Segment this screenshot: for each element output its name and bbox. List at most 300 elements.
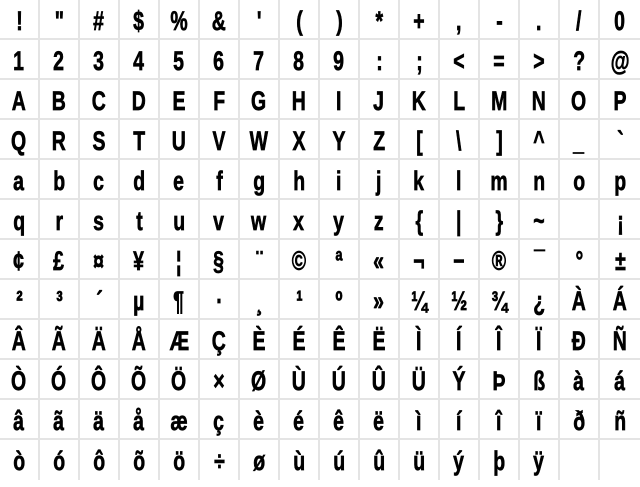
glyph: X <box>292 126 306 156</box>
glyph: } <box>495 206 503 236</box>
empty-cell[interactable] <box>560 440 600 480</box>
glyph-cell[interactable] <box>120 280 160 320</box>
glyph: I <box>336 86 342 116</box>
glyph-cell[interactable] <box>440 240 480 280</box>
glyph-cell[interactable] <box>560 360 600 400</box>
glyph: ÷ <box>213 446 225 476</box>
glyph-cell[interactable] <box>480 40 520 80</box>
glyph-cell[interactable] <box>240 360 280 400</box>
glyph-cell[interactable] <box>440 200 480 240</box>
glyph: â <box>13 406 25 436</box>
glyph-cell[interactable] <box>600 240 640 280</box>
glyph: 8 <box>293 46 305 76</box>
glyph-cell[interactable] <box>80 160 120 200</box>
glyph-cell[interactable] <box>320 160 360 200</box>
glyph: « <box>373 246 385 276</box>
glyph: i <box>336 166 342 196</box>
glyph: Î <box>496 326 502 356</box>
glyph-cell[interactable] <box>40 40 80 80</box>
glyph: ¾ <box>490 286 508 316</box>
glyph: à <box>573 366 585 396</box>
glyph: S <box>92 126 106 156</box>
glyph-cell[interactable] <box>440 360 480 400</box>
glyph-cell[interactable] <box>280 80 320 120</box>
glyph-cell[interactable] <box>160 120 200 160</box>
glyph: b <box>53 166 65 196</box>
glyph: J <box>373 86 385 116</box>
glyph-cell[interactable] <box>280 240 320 280</box>
glyph: ¶ <box>173 286 185 316</box>
glyph-cell[interactable] <box>0 40 40 80</box>
glyph: ý <box>453 446 465 476</box>
glyph-cell[interactable] <box>160 320 200 360</box>
glyph-cell[interactable] <box>240 240 280 280</box>
glyph: 0 <box>614 6 626 36</box>
glyph: Ò <box>11 366 27 396</box>
glyph-cell[interactable] <box>520 440 560 480</box>
glyph-cell[interactable] <box>320 40 360 80</box>
glyph-cell[interactable] <box>280 400 320 440</box>
glyph-cell[interactable] <box>40 0 80 40</box>
glyph: Ñ <box>612 326 628 356</box>
glyph: · <box>215 286 223 316</box>
glyph: E <box>172 86 186 116</box>
glyph-cell[interactable] <box>520 80 560 120</box>
glyph-cell[interactable] <box>480 160 520 200</box>
glyph-cell[interactable] <box>200 280 240 320</box>
glyph-cell[interactable] <box>320 120 360 160</box>
glyph: ï <box>536 406 542 436</box>
glyph-cell[interactable] <box>480 240 520 280</box>
glyph-cell[interactable] <box>560 240 600 280</box>
glyph: k <box>413 166 425 196</box>
glyph: É <box>292 326 306 356</box>
glyph: Ç <box>211 326 227 356</box>
glyph: Y <box>332 126 346 156</box>
glyph-cell[interactable] <box>240 320 280 360</box>
glyph: Ì <box>416 326 422 356</box>
glyph: z <box>374 206 384 236</box>
glyph-cell[interactable] <box>80 360 120 400</box>
glyph-cell[interactable] <box>0 400 40 440</box>
glyph-cell[interactable] <box>120 120 160 160</box>
glyph-cell[interactable] <box>280 280 320 320</box>
glyph-cell[interactable] <box>360 40 400 80</box>
glyph-cell[interactable] <box>360 440 400 480</box>
glyph-cell[interactable] <box>80 400 120 440</box>
glyph: ¡ <box>616 206 624 236</box>
glyph: Â <box>11 326 27 356</box>
glyph: H <box>291 86 307 116</box>
glyph-cell[interactable] <box>440 0 480 40</box>
glyph: ÿ <box>533 446 545 476</box>
glyph-cell[interactable] <box>200 120 240 160</box>
glyph-cell[interactable] <box>480 440 520 480</box>
glyph-cell[interactable] <box>480 400 520 440</box>
glyph: 4 <box>133 46 145 76</box>
glyph-cell[interactable] <box>400 40 440 80</box>
glyph-cell[interactable] <box>360 280 400 320</box>
glyph-cell[interactable] <box>80 440 120 480</box>
glyph: m <box>490 166 508 196</box>
glyph: ´ <box>95 286 103 316</box>
glyph: ¥ <box>133 246 145 276</box>
glyph: ¯ <box>533 246 545 276</box>
glyph: Õ <box>131 366 147 396</box>
glyph-cell[interactable] <box>0 280 40 320</box>
glyph-cell[interactable] <box>40 280 80 320</box>
glyph-cell[interactable] <box>560 120 600 160</box>
glyph-cell[interactable] <box>600 280 640 320</box>
glyph-cell[interactable] <box>200 160 240 200</box>
glyph: j <box>376 166 382 196</box>
glyph-cell[interactable] <box>320 280 360 320</box>
glyph: À <box>571 286 587 316</box>
glyph-cell[interactable] <box>480 120 520 160</box>
glyph-cell[interactable] <box>160 80 200 120</box>
glyph: ö <box>173 446 185 476</box>
glyph: ñ <box>614 406 626 436</box>
glyph-cell[interactable] <box>160 360 200 400</box>
glyph-cell[interactable] <box>40 200 80 240</box>
glyph: Ü <box>411 366 427 396</box>
glyph: ð <box>573 406 585 436</box>
glyph: t <box>135 206 143 236</box>
glyph: û <box>373 446 385 476</box>
glyph-cell[interactable] <box>80 0 120 40</box>
glyph-cell[interactable] <box>600 320 640 360</box>
glyph-cell[interactable] <box>480 280 520 320</box>
glyph: h <box>293 166 305 196</box>
glyph-cell[interactable] <box>520 200 560 240</box>
glyph-cell[interactable] <box>200 200 240 240</box>
glyph-cell[interactable] <box>240 120 280 160</box>
glyph-cell[interactable] <box>200 400 240 440</box>
glyph-cell[interactable] <box>560 160 600 200</box>
glyph-cell[interactable] <box>240 40 280 80</box>
glyph: ü <box>413 446 425 476</box>
glyph-cell[interactable] <box>280 440 320 480</box>
glyph: Û <box>371 366 387 396</box>
glyph: ~ <box>533 206 545 236</box>
glyph: u <box>173 206 185 236</box>
glyph-cell[interactable] <box>240 400 280 440</box>
glyph: 9 <box>333 46 345 76</box>
glyph-cell[interactable] <box>440 40 480 80</box>
glyph: ² <box>15 286 23 316</box>
glyph-cell[interactable] <box>440 160 480 200</box>
glyph-cell[interactable] <box>520 240 560 280</box>
glyph-cell[interactable] <box>320 360 360 400</box>
empty-cell[interactable] <box>600 440 640 480</box>
glyph: r <box>55 206 63 236</box>
glyph-cell[interactable] <box>400 160 440 200</box>
glyph-cell[interactable] <box>520 0 560 40</box>
glyph: ì <box>416 406 422 436</box>
glyph-cell[interactable] <box>80 120 120 160</box>
glyph-cell[interactable] <box>360 80 400 120</box>
glyph: Ä <box>91 326 107 356</box>
glyph: y <box>333 206 345 236</box>
glyph-cell[interactable] <box>400 240 440 280</box>
glyph: 3 <box>93 46 105 76</box>
glyph-cell[interactable] <box>160 440 200 480</box>
glyph-cell[interactable] <box>440 320 480 360</box>
glyph-cell[interactable] <box>160 200 200 240</box>
glyph-cell[interactable] <box>280 120 320 160</box>
glyph-cell[interactable] <box>240 200 280 240</box>
glyph-cell[interactable] <box>120 200 160 240</box>
glyph-cell[interactable] <box>40 400 80 440</box>
glyph: Z <box>373 126 385 156</box>
glyph: + <box>413 6 425 36</box>
glyph-cell[interactable] <box>600 0 640 40</box>
glyph-cell[interactable] <box>200 360 240 400</box>
glyph-cell[interactable] <box>360 0 400 40</box>
glyph: Ö <box>171 366 187 396</box>
glyph-cell[interactable] <box>400 320 440 360</box>
glyph: ò <box>13 446 25 476</box>
glyph-cell[interactable] <box>120 440 160 480</box>
glyph-cell[interactable] <box>280 360 320 400</box>
glyph: ± <box>614 246 626 276</box>
glyph: ¼ <box>410 286 428 316</box>
glyph-cell[interactable] <box>360 160 400 200</box>
glyph-cell[interactable] <box>120 400 160 440</box>
glyph-cell[interactable] <box>0 80 40 120</box>
glyph-cell[interactable] <box>40 360 80 400</box>
glyph: ë <box>373 406 385 436</box>
glyph: ^ <box>533 126 545 156</box>
glyph: O <box>571 86 587 116</box>
glyph-cell[interactable] <box>0 320 40 360</box>
glyph-cell[interactable] <box>600 120 640 160</box>
glyph-cell[interactable] <box>80 40 120 80</box>
glyph-cell[interactable] <box>520 120 560 160</box>
glyph-cell[interactable] <box>120 360 160 400</box>
glyph-cell[interactable] <box>520 320 560 360</box>
glyph: Ó <box>51 366 67 396</box>
glyph: f <box>215 166 223 196</box>
glyph: ø <box>253 446 265 476</box>
glyph-cell[interactable] <box>280 160 320 200</box>
glyph: ¦ <box>176 246 182 276</box>
glyph-cell[interactable] <box>200 80 240 120</box>
glyph: £ <box>53 246 65 276</box>
glyph: ª <box>335 246 343 276</box>
glyph-cell[interactable] <box>160 40 200 80</box>
glyph: Ý <box>452 366 466 396</box>
glyph: N <box>531 86 547 116</box>
glyph-cell[interactable] <box>0 120 40 160</box>
glyph-cell[interactable] <box>600 160 640 200</box>
glyph-cell[interactable] <box>440 400 480 440</box>
glyph-cell[interactable] <box>160 280 200 320</box>
glyph-cell[interactable] <box>320 400 360 440</box>
glyph-cell[interactable] <box>560 40 600 80</box>
glyph-cell[interactable] <box>520 400 560 440</box>
glyph-cell[interactable] <box>280 320 320 360</box>
glyph-cell[interactable] <box>440 120 480 160</box>
glyph-cell[interactable] <box>160 160 200 200</box>
glyph-cell[interactable] <box>320 200 360 240</box>
glyph-cell[interactable] <box>400 120 440 160</box>
glyph: þ <box>493 446 505 476</box>
glyph-cell[interactable] <box>240 80 280 120</box>
empty-cell[interactable] <box>560 200 600 240</box>
glyph-cell[interactable] <box>0 240 40 280</box>
glyph: : <box>375 46 383 76</box>
glyph-cell[interactable] <box>360 360 400 400</box>
glyph-cell[interactable] <box>520 360 560 400</box>
glyph: { <box>415 206 423 236</box>
glyph-cell[interactable] <box>280 0 320 40</box>
glyph-cell[interactable] <box>280 200 320 240</box>
glyph-cell[interactable] <box>360 120 400 160</box>
glyph-cell[interactable] <box>200 320 240 360</box>
glyph-cell[interactable] <box>120 80 160 120</box>
glyph-cell[interactable] <box>120 320 160 360</box>
glyph-cell[interactable] <box>200 40 240 80</box>
glyph: ¤ <box>93 246 105 276</box>
glyph: W <box>249 126 269 156</box>
glyph-cell[interactable] <box>280 40 320 80</box>
glyph-cell[interactable] <box>400 200 440 240</box>
glyph-cell[interactable] <box>560 0 600 40</box>
glyph-cell[interactable] <box>160 240 200 280</box>
glyph-cell[interactable] <box>80 200 120 240</box>
glyph-cell[interactable] <box>520 40 560 80</box>
glyph-cell[interactable] <box>560 400 600 440</box>
glyph-cell[interactable] <box>240 440 280 480</box>
glyph: Å <box>131 326 147 356</box>
glyph-cell[interactable] <box>440 280 480 320</box>
glyph: ¿ <box>533 286 545 316</box>
glyph-cell[interactable] <box>360 400 400 440</box>
glyph-cell[interactable] <box>0 0 40 40</box>
glyph-cell[interactable] <box>360 240 400 280</box>
glyph-cell[interactable] <box>480 320 520 360</box>
glyph-cell[interactable] <box>240 0 280 40</box>
glyph-cell[interactable] <box>600 40 640 80</box>
glyph-cell[interactable] <box>400 400 440 440</box>
glyph-cell[interactable] <box>40 120 80 160</box>
glyph-cell[interactable] <box>320 80 360 120</box>
glyph: P <box>613 86 627 116</box>
glyph-cell[interactable] <box>480 360 520 400</box>
glyph-cell[interactable] <box>160 400 200 440</box>
glyph-cell[interactable] <box>400 80 440 120</box>
glyph: Ê <box>332 326 346 356</box>
glyph: [ <box>415 126 423 156</box>
glyph-cell[interactable] <box>80 240 120 280</box>
glyph-cell[interactable] <box>560 80 600 120</box>
glyph-cell[interactable] <box>0 440 40 480</box>
glyph-cell[interactable] <box>40 440 80 480</box>
glyph: Q <box>11 126 27 156</box>
glyph-cell[interactable] <box>40 320 80 360</box>
glyph-cell[interactable] <box>600 80 640 120</box>
glyph: 5 <box>173 46 185 76</box>
glyph-cell[interactable] <box>80 80 120 120</box>
glyph-cell[interactable] <box>560 320 600 360</box>
glyph-cell[interactable] <box>200 440 240 480</box>
glyph-cell[interactable] <box>320 440 360 480</box>
glyph: Ø <box>251 366 267 396</box>
glyph-cell[interactable] <box>600 360 640 400</box>
glyph: G <box>251 86 267 116</box>
glyph-cell[interactable] <box>40 80 80 120</box>
glyph: . <box>536 6 542 36</box>
glyph-cell[interactable] <box>360 200 400 240</box>
glyph: ? <box>573 46 585 76</box>
glyph: g <box>253 166 265 196</box>
glyph: ® <box>491 246 507 276</box>
glyph-cell[interactable] <box>320 0 360 40</box>
glyph: ' <box>256 6 262 36</box>
glyph-cell[interactable] <box>320 240 360 280</box>
glyph-cell[interactable] <box>600 400 640 440</box>
glyph: / <box>576 6 582 36</box>
glyph: ; <box>415 46 423 76</box>
glyph-cell[interactable] <box>400 360 440 400</box>
glyph: n <box>533 166 545 196</box>
glyph-cell[interactable] <box>480 200 520 240</box>
glyph: ) <box>335 6 343 36</box>
glyph-cell[interactable] <box>400 280 440 320</box>
glyph-cell[interactable] <box>320 320 360 360</box>
glyph-cell[interactable] <box>120 0 160 40</box>
glyph-cell[interactable] <box>520 160 560 200</box>
glyph-cell[interactable] <box>400 440 440 480</box>
glyph-cell[interactable] <box>200 0 240 40</box>
glyph-cell[interactable] <box>520 280 560 320</box>
glyph-cell[interactable] <box>40 240 80 280</box>
glyph: = <box>493 46 505 76</box>
glyph-cell[interactable] <box>120 240 160 280</box>
glyph: A <box>11 86 27 116</box>
glyph-cell[interactable] <box>120 40 160 80</box>
glyph-cell[interactable] <box>0 200 40 240</box>
glyph: F <box>213 86 225 116</box>
glyph: Æ <box>169 326 189 356</box>
glyph-cell[interactable] <box>560 280 600 320</box>
glyph-cell[interactable] <box>120 160 160 200</box>
glyph: # <box>93 6 105 36</box>
glyph: l <box>456 166 462 196</box>
glyph-cell[interactable] <box>480 0 520 40</box>
glyph-cell[interactable] <box>0 160 40 200</box>
glyph-cell[interactable] <box>440 440 480 480</box>
glyph-cell[interactable] <box>80 280 120 320</box>
glyph-cell[interactable] <box>480 80 520 120</box>
glyph-cell[interactable] <box>240 280 280 320</box>
glyph: é <box>293 406 305 436</box>
glyph-cell[interactable] <box>80 320 120 360</box>
glyph-cell[interactable] <box>400 0 440 40</box>
glyph: M <box>490 86 508 116</box>
glyph-cell[interactable] <box>200 240 240 280</box>
glyph-cell[interactable] <box>160 0 200 40</box>
glyph-cell[interactable] <box>40 160 80 200</box>
glyph: µ <box>133 286 145 316</box>
glyph-cell[interactable] <box>440 80 480 120</box>
glyph-cell[interactable] <box>240 160 280 200</box>
glyph-cell[interactable] <box>0 360 40 400</box>
glyph-cell[interactable] <box>360 320 400 360</box>
glyph: ß <box>533 366 545 396</box>
glyph-cell[interactable] <box>600 200 640 240</box>
